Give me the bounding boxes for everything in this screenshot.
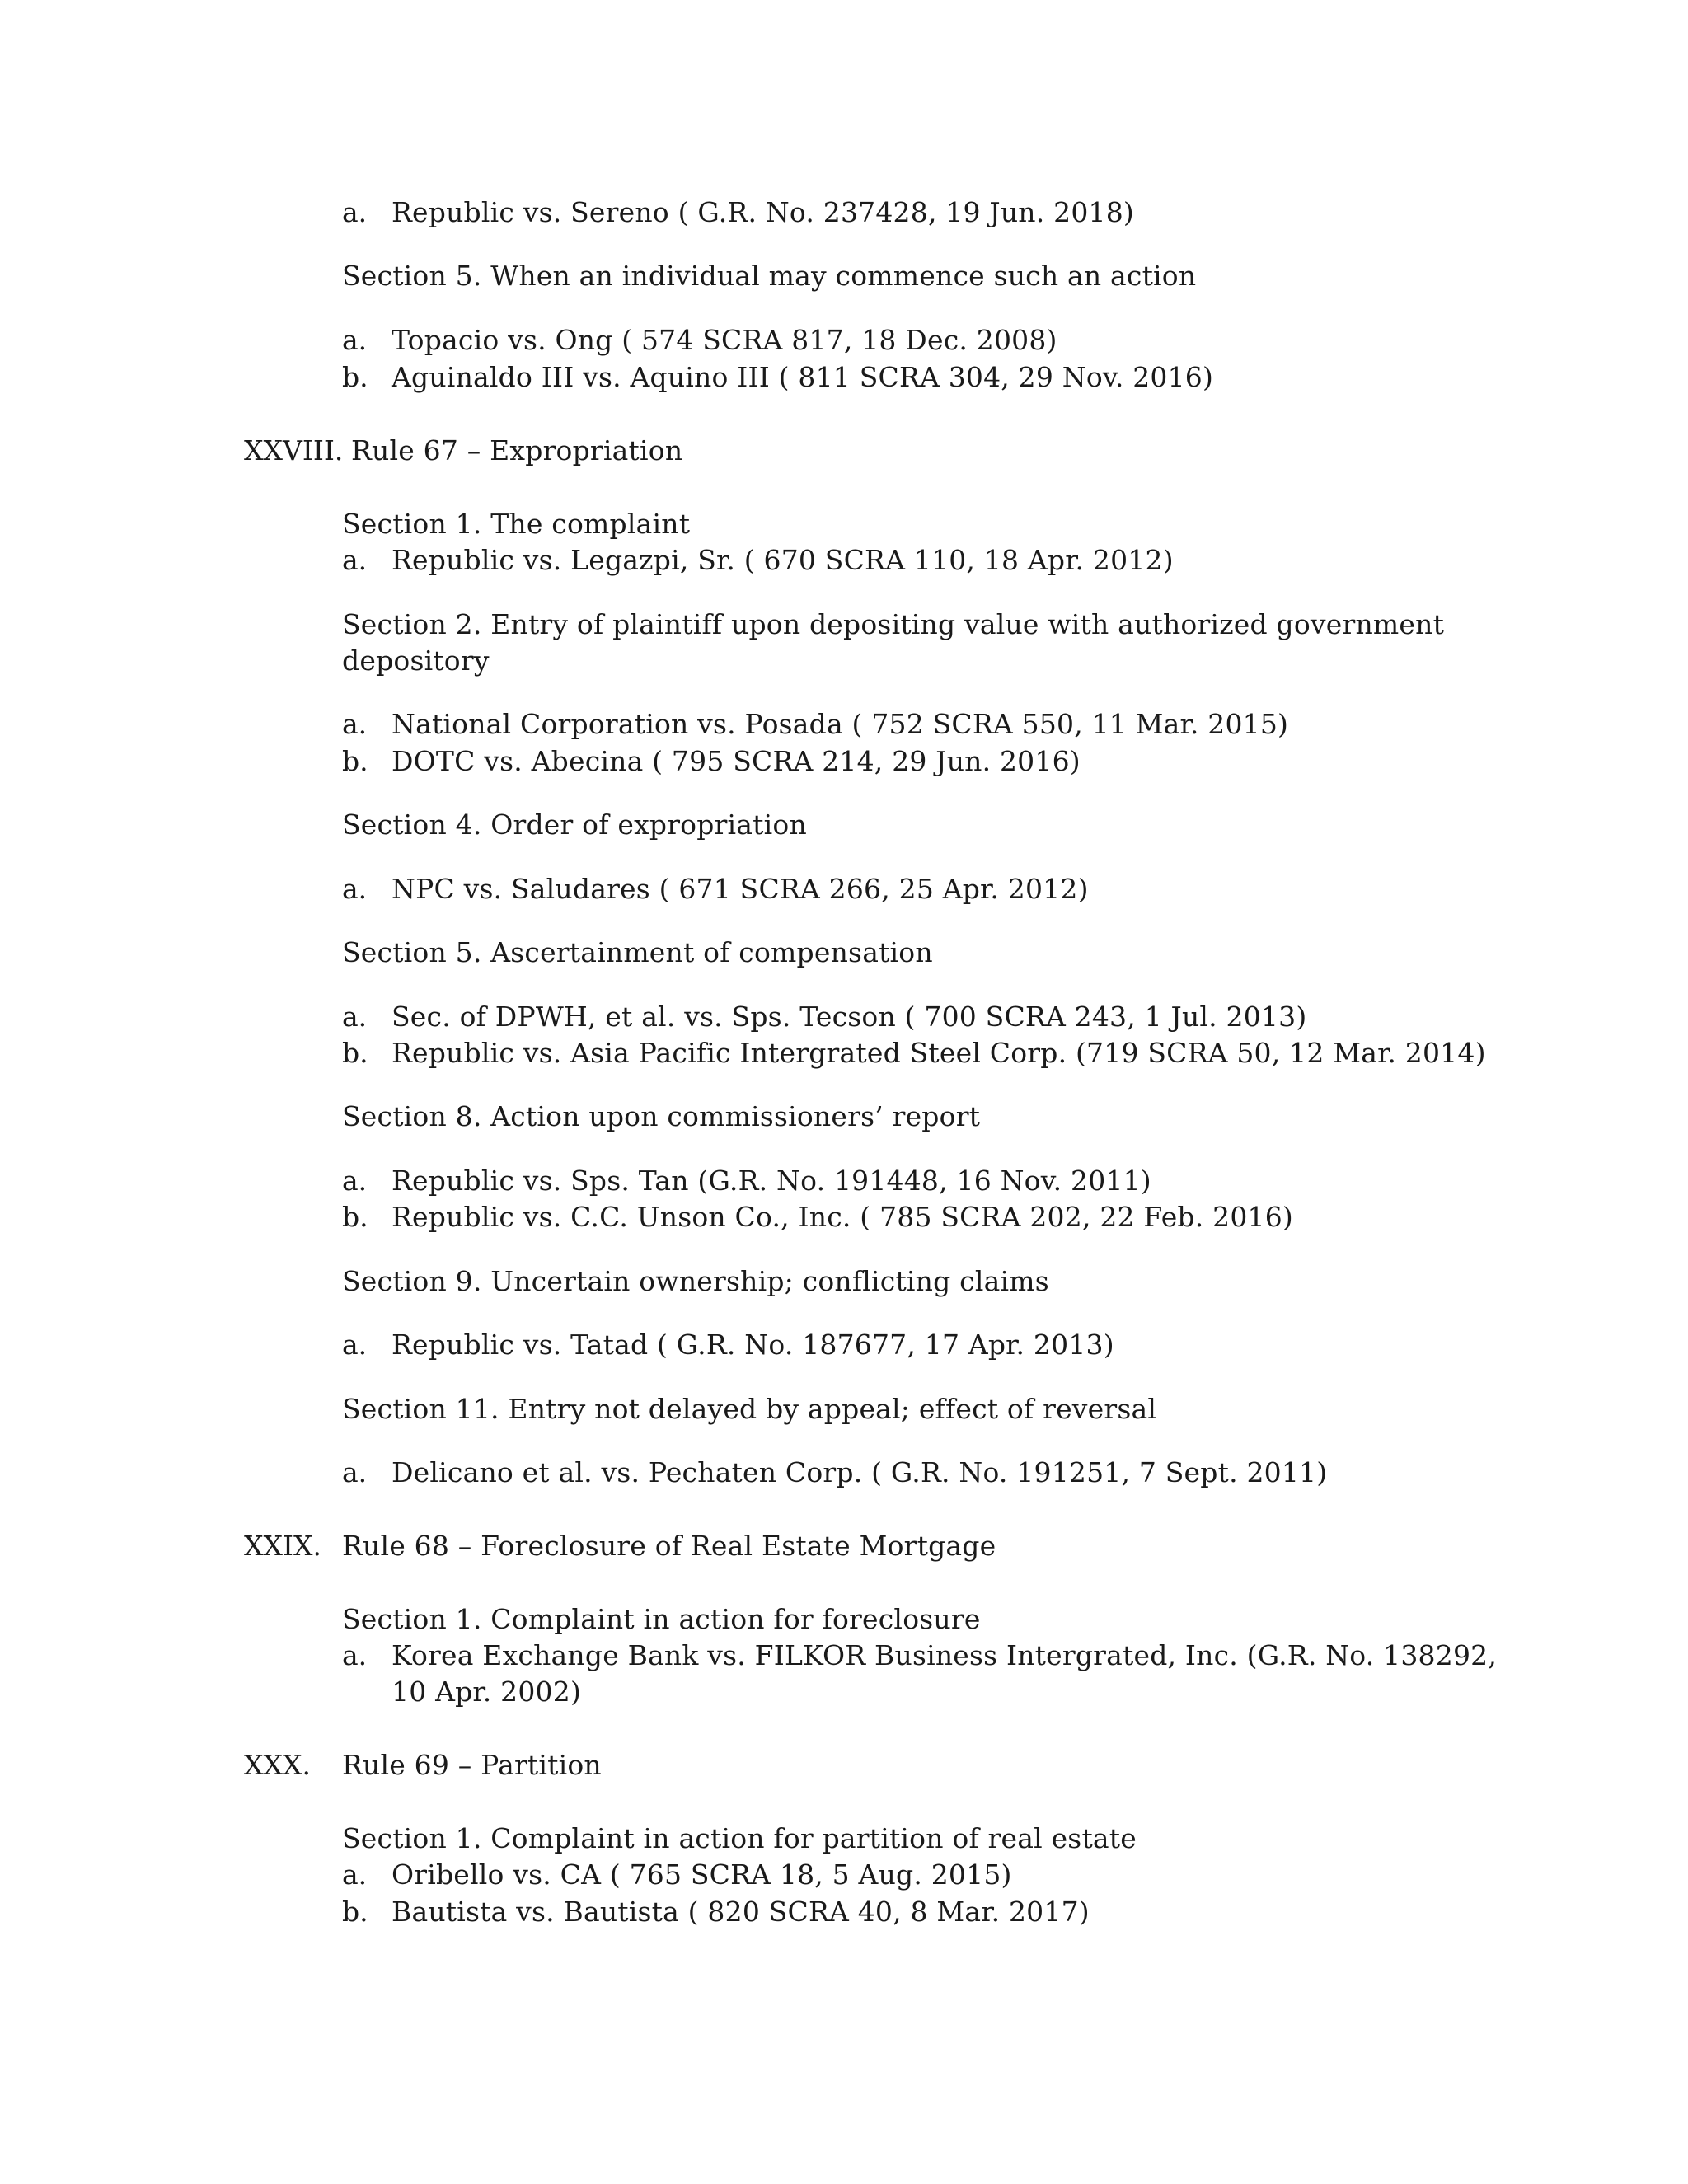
case-citation: Aguinaldo III vs. Aquino III ( 811 SCRA 304, 29 Nov. 2016): [392, 361, 1214, 393]
list-marker: b.: [342, 745, 368, 777]
rule-title: Rule 68 – Foreclosure of Real Estate Mortgage: [342, 1530, 996, 1562]
list-marker: a.: [342, 1456, 368, 1488]
case-citation: Republic vs. Tatad ( G.R. No. 187677, 17 Apr. 2013): [392, 1329, 1114, 1361]
case-citation: Delicano et al. vs. Pechaten Corp. ( G.R. No. 191251, 7 Sept. 2011): [392, 1456, 1328, 1488]
case-citation: Republic vs. Legazpi, Sr. ( 670 SCRA 110, 18 Apr. 2012): [392, 544, 1174, 576]
section-heading: Section 4. Order of expropriation: [342, 808, 807, 841]
rule-title: Rule 69 – Partition: [342, 1749, 602, 1781]
case-citation: NPC vs. Saludares ( 671 SCRA 266, 25 Apr. 2012): [392, 873, 1089, 905]
case-citation: Topacio vs. Ong ( 574 SCRA 817, 18 Dec. 2008): [392, 324, 1057, 356]
list-marker: a.: [342, 1329, 368, 1361]
case-citation: Republic vs. Sereno ( G.R. No. 237428, 19 Jun. 2018): [392, 196, 1134, 228]
section-heading: Section 5. Ascertainment of compensation: [342, 936, 933, 968]
case-citation: Republic vs. Asia Pacific Intergrated Steel Corp. (719 SCRA 50, 12 Mar. 2014): [392, 1037, 1486, 1069]
section-heading: Section 1. The complaint: [342, 508, 691, 540]
section-heading: Section 11. Entry not delayed by appeal; effect of reversal: [342, 1393, 1157, 1425]
case-citation: DOTC vs. Abecina ( 795 SCRA 214, 29 Jun. 2016): [392, 745, 1081, 777]
case-citation-continued: 10 Apr. 2002): [392, 1675, 582, 1708]
case-citation: Republic vs. C.C. Unson Co., Inc. ( 785 SCRA 202, 22 Feb. 2016): [392, 1201, 1293, 1233]
list-marker: a.: [342, 196, 368, 228]
section-heading: Section 5. When an individual may commence such an action: [342, 260, 1197, 292]
list-marker: b.: [342, 361, 368, 393]
list-marker: b.: [342, 1896, 368, 1928]
list-marker: a.: [342, 544, 368, 576]
section-heading: Section 9. Uncertain ownership; conflicting claims: [342, 1265, 1049, 1297]
case-citation: Bautista vs. Bautista ( 820 SCRA 40, 8 Mar. 2017): [392, 1896, 1090, 1928]
list-marker: a.: [342, 708, 368, 740]
case-citation: National Corporation vs. Posada ( 752 SCRA 550, 11 Mar. 2015): [392, 708, 1289, 740]
section-heading-continued: depository: [342, 644, 490, 677]
section-heading: Section 1. Complaint in action for foreclosure: [342, 1603, 981, 1635]
list-marker: a.: [342, 324, 368, 356]
list-marker: b.: [342, 1037, 368, 1069]
case-citation: Oribello vs. CA ( 765 SCRA 18, 5 Aug. 2015): [392, 1858, 1012, 1891]
section-heading: Section 8. Action upon commissioners’ report: [342, 1100, 981, 1132]
section-heading: Section 2. Entry of plaintiff upon depositing value with authorized government: [342, 608, 1445, 640]
list-marker: a.: [342, 1165, 368, 1197]
roman-numeral: XXX.: [244, 1749, 311, 1781]
case-citation: Republic vs. Sps. Tan (G.R. No. 191448, 16 Nov. 2011): [392, 1165, 1151, 1197]
list-marker: b.: [342, 1201, 368, 1233]
roman-numeral: XXIX.: [244, 1530, 322, 1562]
roman-numeral: XXVIII.: [244, 434, 344, 466]
case-citation: Sec. of DPWH, et al. vs. Sps. Tecson ( 700 SCRA 243, 1 Jul. 2013): [392, 1001, 1307, 1033]
list-marker: a.: [342, 1639, 368, 1671]
case-citation: Korea Exchange Bank vs. FILKOR Business Intergrated, Inc. (G.R. No. 138292,: [392, 1639, 1498, 1671]
list-marker: a.: [342, 1858, 368, 1891]
rule-title: Rule 67 – Expropriation: [351, 434, 683, 466]
list-marker: a.: [342, 873, 368, 905]
list-marker: a.: [342, 1001, 368, 1033]
section-heading: Section 1. Complaint in action for partition of real estate: [342, 1822, 1137, 1854]
